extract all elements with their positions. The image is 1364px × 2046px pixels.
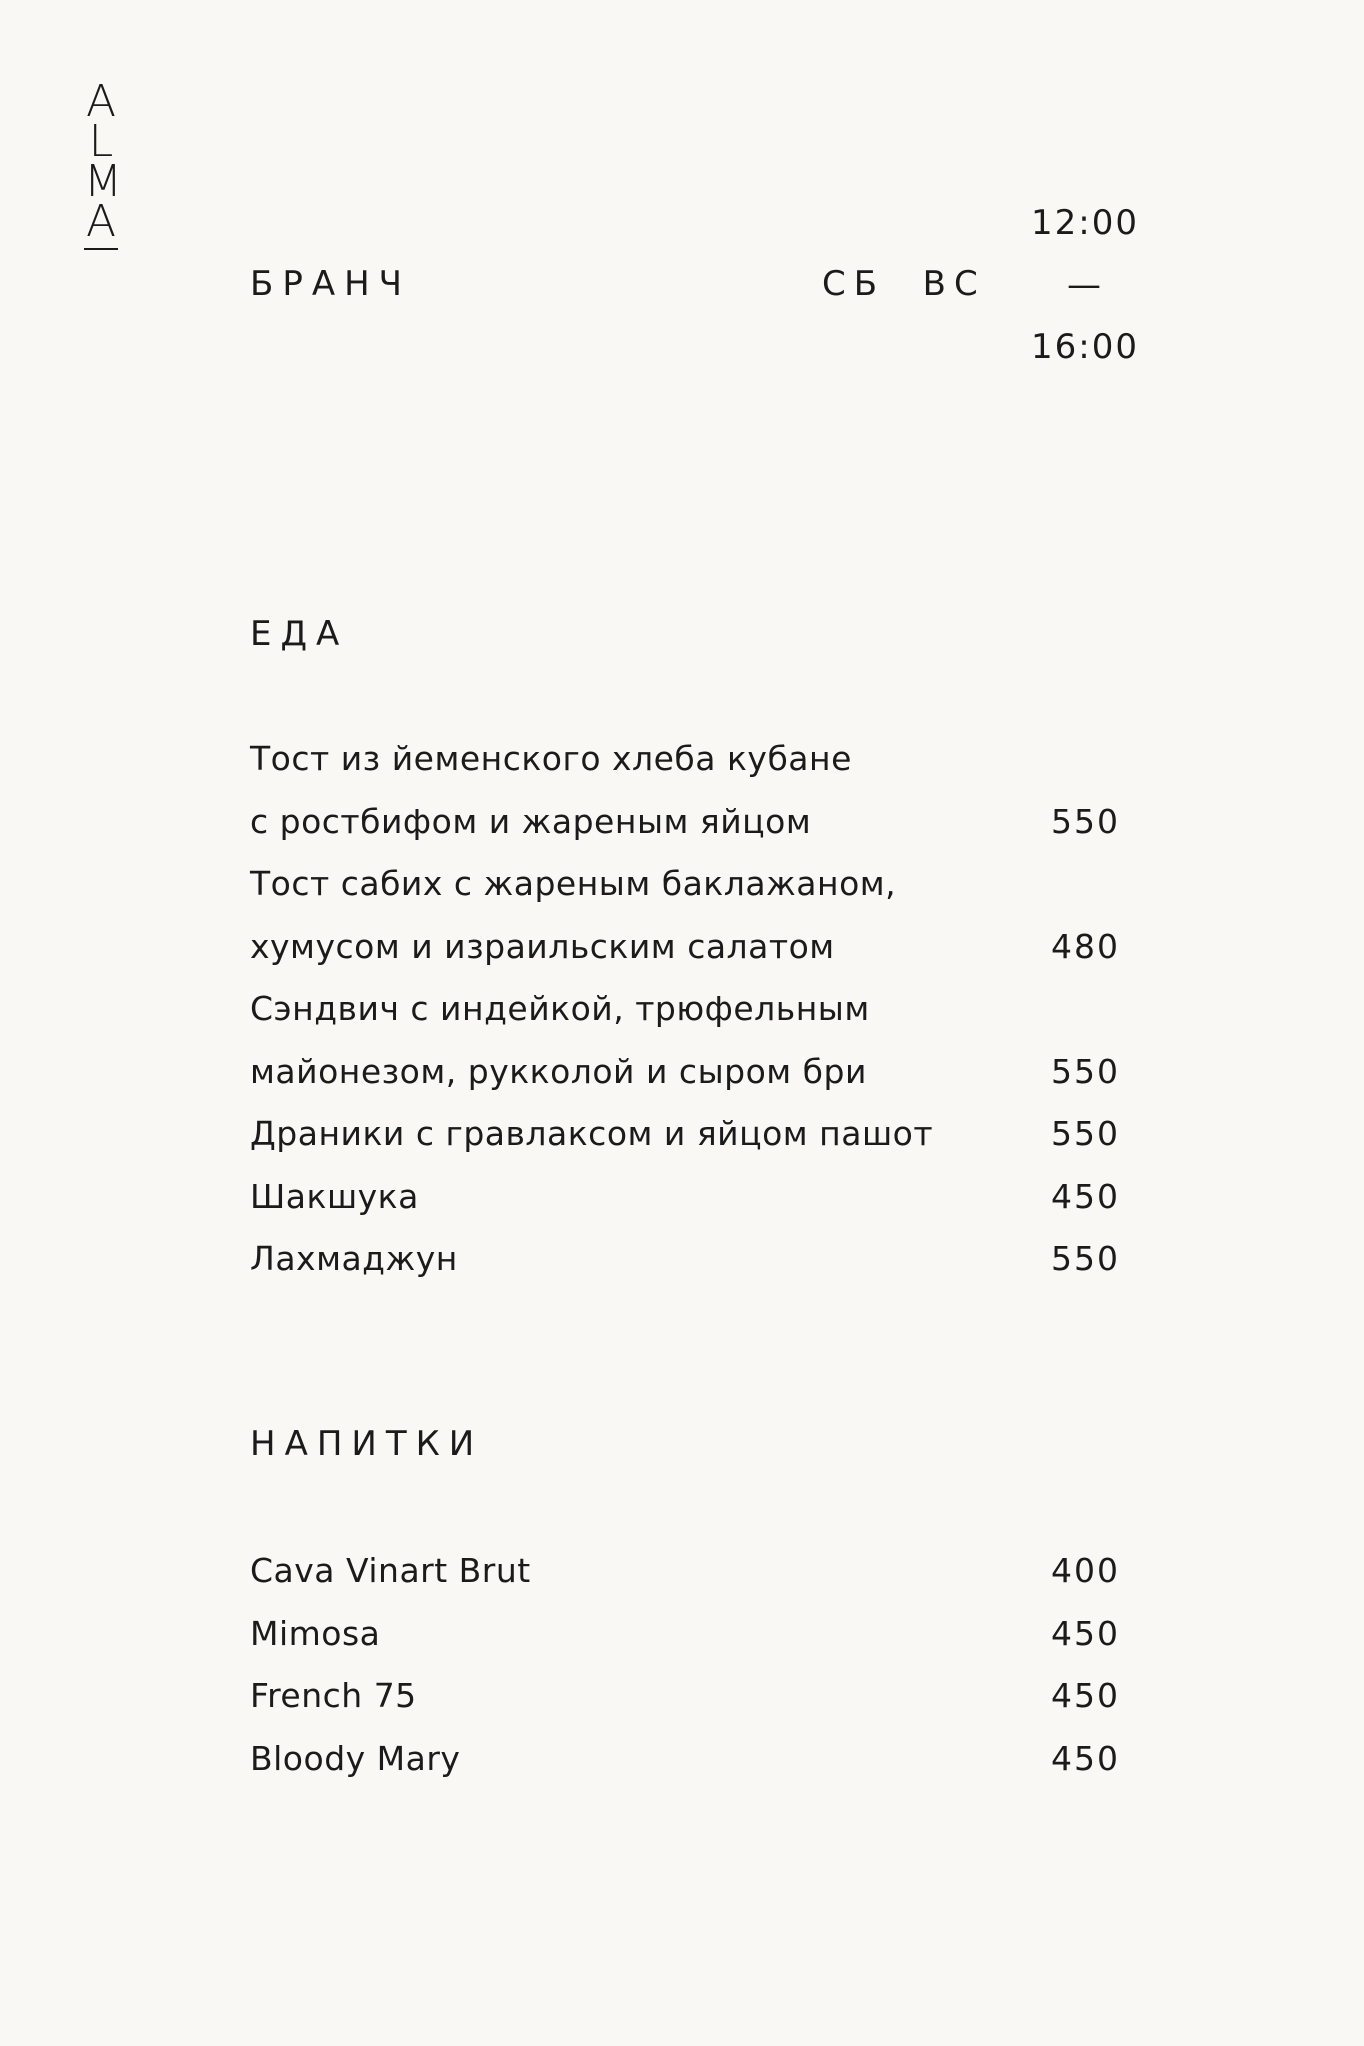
menu-item [250,1103,1120,1166]
menu-item-price: 450 [1051,1613,1120,1653]
logo-letter: A [85,76,117,127]
logo-letter: M [84,156,122,207]
logo-letter: L [88,116,114,167]
menu-item-name-line: Тост сабих с жареным баклажаном, [250,864,897,903]
menu-item-name [250,853,1120,978]
menu-item-price: 550 [1051,801,1120,841]
food-menu-list [250,728,1120,1291]
menu-item-price: 450 [1051,1176,1120,1216]
menu-item [250,1540,1120,1603]
menu-item-name-line: Лахмаджун [250,1239,458,1278]
menu-item-price: 550 [1051,1051,1120,1091]
menu-item-name-line: French 75 [250,1676,417,1715]
menu-item-price: 550 [1051,1114,1120,1153]
menu-item-price: 400 [1051,1551,1120,1590]
drinks-menu-list [250,1540,1120,1790]
menu-item [250,1665,1120,1728]
menu-item [250,728,1120,853]
menu-item-name [250,1603,1120,1666]
menu-item-name [250,1166,1120,1229]
menu-item-name [250,728,1120,853]
menu-item [250,853,1120,978]
menu-item-name [250,1665,1120,1728]
menu-item-price: 450 [1051,1738,1120,1778]
menu-item-name [250,1103,1120,1166]
menu-item-price: 480 [1051,926,1120,966]
menu-item-name [250,1728,1120,1791]
menu-item-price: 550 [1051,1239,1120,1278]
menu-item-price: 450 [1051,1676,1120,1715]
logo-letter: A [85,196,117,247]
menu-item-name [250,1540,1120,1603]
menu-item-name-line: Сэндвич с индейкой, трюфельным [250,989,870,1028]
menu-hours [1010,192,1160,378]
menu-days: СБ ВС [822,264,986,304]
menu-item [250,1166,1120,1229]
menu-item-name-line: Драники с гравлаксом и яйцом пашот [250,1114,934,1153]
menu-item-name-line: майонезом, рукколой и сыром бри [250,1051,867,1091]
menu-item-name-line: с ростбифом и жареным яйцом [250,801,812,841]
hours-dash: — [1067,265,1103,305]
logo-underline [84,248,118,250]
menu-item-name-line: Тост из йеменского хлеба кубане [250,739,852,778]
menu-item [250,1603,1120,1666]
hours-end: 16:00 [1031,327,1139,367]
menu-item-name-line: Cava Vinart Brut [250,1551,531,1590]
alma-logo [84,76,122,250]
menu-item-name-line: хумусом и израильским салатом [250,926,835,966]
menu-item-name-line: Bloody Mary [250,1738,461,1778]
menu-item [250,1728,1120,1791]
menu-item [250,1228,1120,1291]
hours-start: 12:00 [1031,203,1139,243]
menu-item-name-line: Шакшука [250,1176,419,1216]
menu-item-name-line: Mimosa [250,1613,381,1653]
food-section-title: ЕДА [250,614,349,654]
menu-item-name [250,978,1120,1103]
menu-item-name [250,1228,1120,1291]
menu-item [250,978,1120,1103]
drinks-section-title: НАПИТКИ [250,1424,484,1464]
menu-title: БРАНЧ [250,264,411,304]
